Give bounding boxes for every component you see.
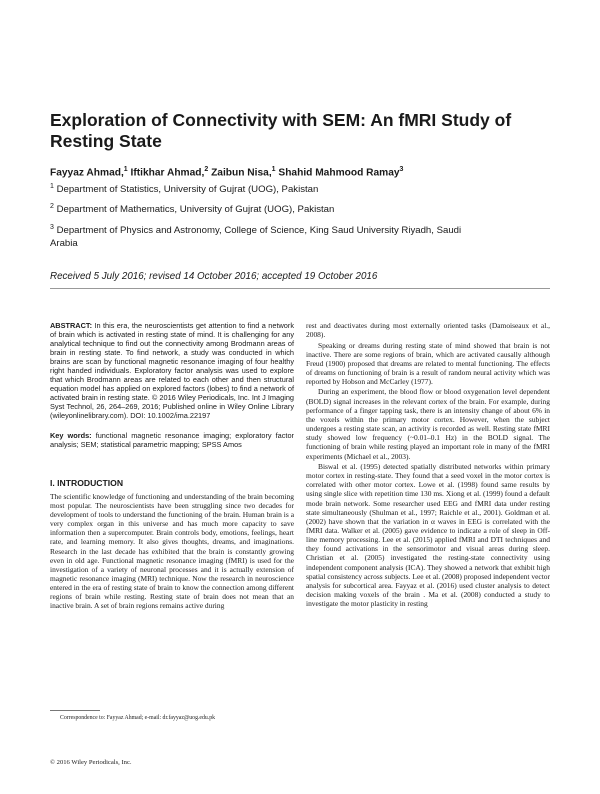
right-column [306,321,550,610]
body-paragraph: The scientific knowledge of functioning and understanding of the brain becoming most popular. The neuroscientists have been struggling since two decades for development of tools to understand the functioning of the brain. Human brain is a very complex organ in this universe and has much more capacity to save information then a supercomputer. Brain controls body, emotions, feelings, heart rate, and learning memory. It also gives thoughts, dreams, and imaginations. Research in the last decade has exhibited that the brain is constantly growing even in old age. Functional magnetic resonance imaging (fMRI) is used for the investigation of a variety of neuronal processes and it is actually extension of magnetic resonance imaging (MRI) technique. Now the research in neuroscience entered in the era of resting state of brain to know the connection among different regions of brain while resting. Resting state of brain does not mean that an inactive brain. A set of brain regions remains active during [50,491,294,611]
author-name: Shahid Mahmood Ramay [278,167,400,179]
affiliation-text: Department of Statistics, University of Gujrat (UOG), Pakistan [56,184,319,196]
keywords-label: Key words: [50,430,92,440]
body-paragraph: During an experiment, the blood flow or blood oxygenation level dependent (BOLD) signal increases in the relevant cortex of the brain. For example, during performance of a finger tapping task, there is an intensity change of about 6% in the voxels within the primary motor cortex. However, when the subject undergoes a resting state scan, an activity is recorded as well. Resting state fMRI study showed low frequency (~0.01–0.1 Hz) in the BOLD signal. The functioning of brain while resting played an important role in many of the fMRI experiments (Michael et al., 2003). [306,387,550,461]
received-dates: Received 5 July 2016; revised 14 October 2016; accepted 19 October 2016 [50,271,378,282]
body-paragraph: Biswal et al. (1995) detected spatially distributed networks within primary motor cortex in resting-state. They found that a seed voxel in the motor cortex is correlated with other motor cortex. Lowe et al. (1998) found same results by using single slice with repetition time 130 ms. Xiong et al. (1999) found a default mode brain network. Some researcher used EEG and fMRI data under resting state simultaneously (Shulman et al., 1997; Raichle et al., 2001). Goldman et al. (2002) have shown that the variation in α waves in EEG is correlated with the fMRI data. Walker et al. (2005) gave evidence to indicate a role of sleep in Off-line memory processing. Lee et al. (2015) applied fMRI and DTI techniques and they found activations in the sensorimotor and visual areas during sleep. Christian et al. (2005) investigated the resting-state connectivity using independent component analysis (ICA). They showed a network that exhibit high spatial consistency across subjects. Lee et al. (2008) proposed independent vector analysis for subcortical area. Fayyaz et al. (2016) used cluster analysis to detect decision making voxels of the brain . Ma et al. (2008) conducted a study to investigate the motor plasticity in resting [306,461,550,609]
author-affil-mark: 2 [204,166,209,173]
affiliation-text: Department of Mathematics, University of Gujrat (UOG), Pakistan [56,204,335,216]
abstract-text: In this era, the neuroscientists get attention to find a network of brain which is activated in resting state of mind. It is challenging for any analytical technique to find out the connectivity among Brodmann areas of brain in resting state. To find network, a study was conducted in which brains are scan by functional magnetic resonance imaging of four healthy right handed individuals. Exploratory factor analysis was used to explore that which Brodmann areas are related to each other and then structural equation model has applied on explored factors (lobes) to find a network of activated brain in resting state. © 2016 Wiley Periodicals, Inc. Int J Imaging Syst Technol, 26, 264–269, 2016; Published online in Wiley Online Library (wileyonlinelibrary.com). DOI: 10.1002/ima.22197 [50,321,294,421]
affiliation-mark: 3 [50,224,54,231]
footnote-divider [50,710,100,711]
header-divider [50,288,550,289]
author-name: Fayyaz Ahmad, [50,167,124,179]
affiliation-text: Department of Physics and Astronomy, College of Science, King Saud University Riyadh, Saudi Arabia [50,225,462,249]
author-affil-mark: 1 [123,166,128,173]
affiliation [50,181,480,197]
affiliation [50,201,480,217]
author-affil-mark: 3 [399,166,404,173]
body-paragraph: rest and deactivates during most externally oriented tasks (Damoiseaux et al., 2008). [306,321,550,340]
abstract-label: ABSTRACT: [50,321,93,330]
left-column [50,321,294,611]
copyright-notice: © 2016 Wiley Periodicals, Inc. [50,759,132,766]
correspondence-footnote: Correspondence to: Fayyaz Ahmad; e-mail: dr.fayyaz@uog.edu.pk [60,715,216,721]
author-affil-mark: 1 [271,166,276,173]
body-paragraph: Speaking or dreams during resting state of mind showed that brain is not inactive. There are some regions of brain, which are activated causally although Freud (1900) proposed that dreams are related to mental functioning. The effects of dreams on functioning of brain is a result of random neural activity which was reported by Hobson and McCarley (1977). [306,340,550,387]
author-name: Iftikhar Ahmad, [130,167,205,179]
paper-title: Exploration of Connectivity with SEM: An fMRI Study of Resting State [50,110,512,151]
affiliation-mark: 2 [50,203,54,210]
keywords [50,431,294,449]
author-name: Zaibun Nisa, [211,167,272,179]
abstract [50,321,294,421]
section-heading: I. INTRODUCTION [50,477,124,488]
affiliation-mark: 1 [50,183,54,190]
author-list [50,166,570,178]
affiliation [50,222,480,250]
keywords-text: functional magnetic resonance imaging; exploratory factor analysis; SEM; statistical parametric mapping; SPSS Amos [50,430,294,449]
